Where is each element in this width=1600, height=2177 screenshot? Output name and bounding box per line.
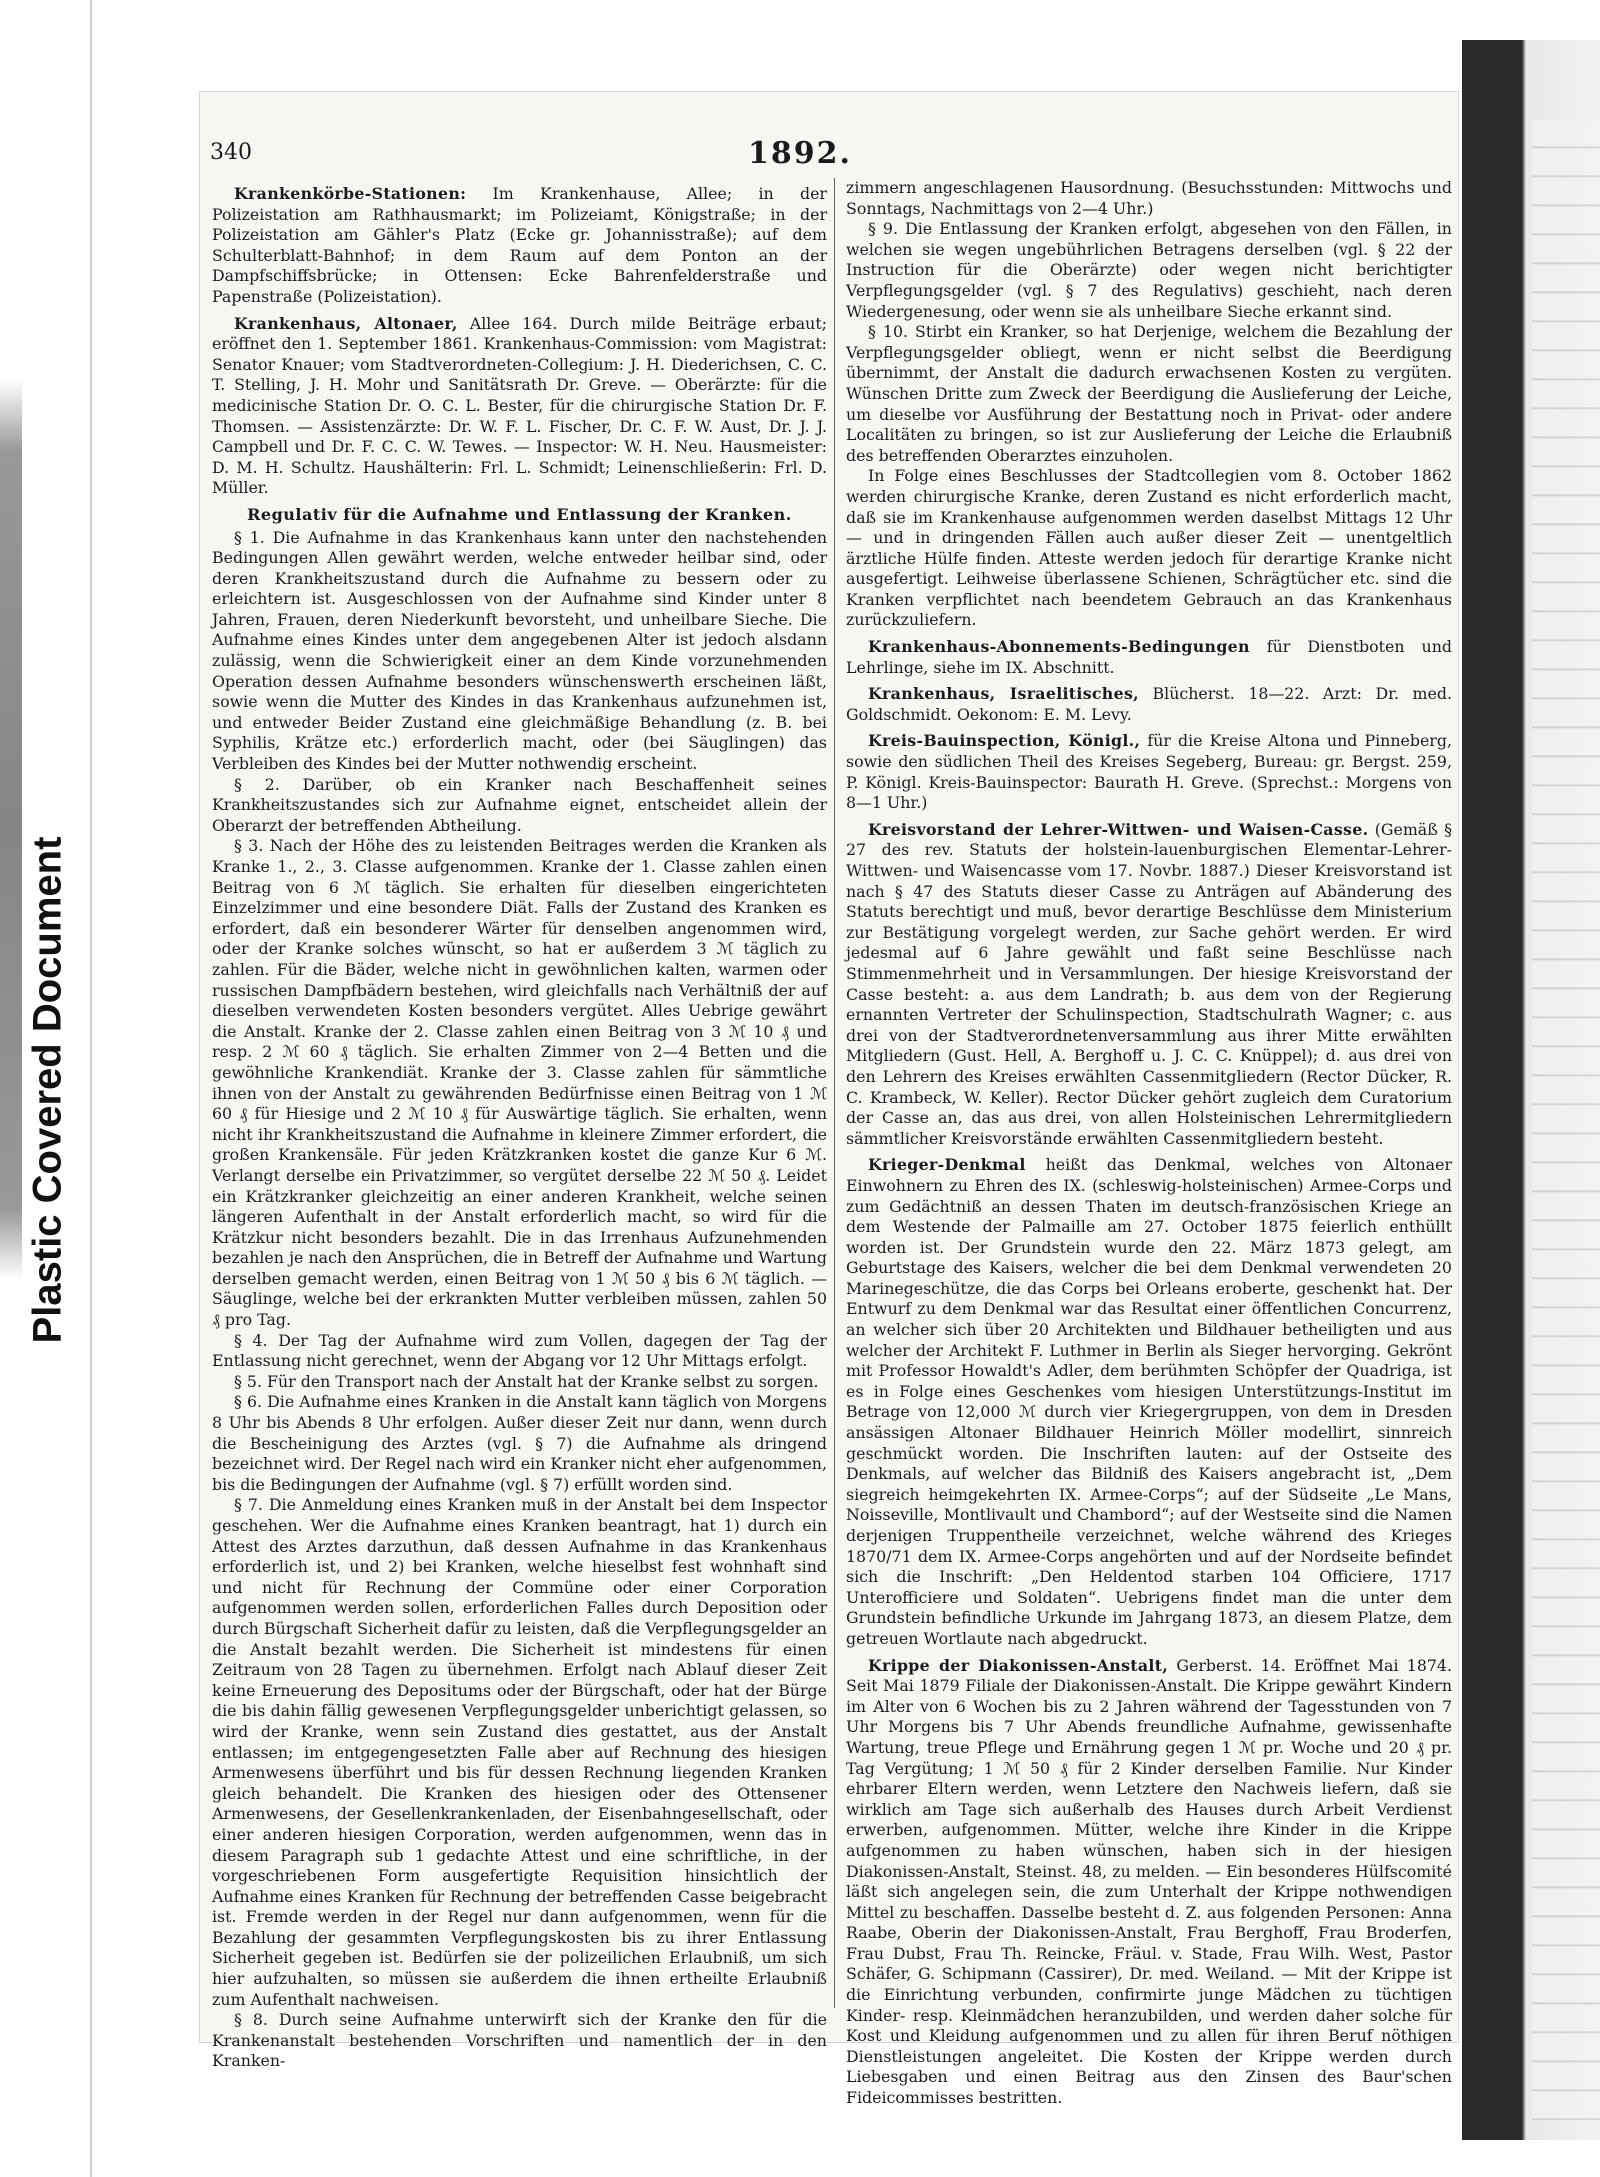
page-number: 340: [210, 140, 252, 165]
paragraph-5: § 5. Für den Transport nach der Anstalt hat der Kranke selbst zu sorgen.: [234, 1371, 819, 1391]
regulativ-title: Regulativ für die Aufnahme und Entlassung der Kranken.: [247, 504, 792, 524]
entry-heading: Krieger-Denkmal: [868, 1155, 1026, 1175]
entry-text: Im Krankenhause, Allee; in der Polizeistation am Rathhausmarkt; im Polizeiamt, Königstraße; in der Polizeistation am Gähler's Platz (Ecke gr. Johannisstraße); auf dem Schulterblatt-Bahnhof; in dem Raum auf dem Ponton an der Dampfschiffsbrücke; in Ottensen: Ecke Bahrenfelderstraße und Papenstraße (Polizeistation).: [212, 184, 827, 306]
entry-kreis-bauinspection: [846, 731, 1452, 813]
paragraph-stadtcollegien: In Folge eines Beschlusses der Stadtcollegien vom 8. October 1862 werden chirurgische Kranke, deren Zustand es nicht erforderlich macht, daß sie im Krankenhause aufgenommen werden daselbst Mittags 12 Uhr — und in dringenden Fällen auch außer dieser Zeit — unentgeltlich ärztliche Hülfe finden. Atteste werden jedoch für derartige Kranke nicht ausgefertigt. Leihweise überlassene Schienen, Schrägtücher etc. sind die Kranken verpflichtet nach beendetem Gebrauch an das Krankenhaus zurückzuliefern.: [846, 466, 1452, 630]
entry-kreisvorstand: [846, 820, 1452, 1150]
paragraph-8: § 8. Durch seine Aufnahme unterwirft sich der Kranke den für die Krankenanstalt bestehenden Vorschriften und namentlich der in den Kranken-: [212, 2010, 827, 2071]
entry-text: Gerberst. 14. Eröffnet Mai 1874. Seit Mai 1879 Filiale der Diakonissen-Anstalt. Die Krippe gewährt Kindern im Alter von 6 Wochen bis zu 2 Jahren während der Tagesstunden von 7 Uhr Morgens bis 7 Uhr Abends freundliche Aufnahme, gewissenhafte Wartung, treue Pflege und Ernährung gegen 1 ℳ pr. Woche und 20 ₰ pr. Tag Vergütung; 1 ℳ 50 ₰ für 2 Kinder derselben Familie. Nur Kinder ehrbarer Eltern werden, wenn Letztere den Nachweis liefern, daß sie wirklich am Tage sich außerhalb des Hauses durch Arbeit Verdienst erwerben, aufgenommen. Mütter, welche ihre Kinder in die Krippe aufgenommen zu haben wünschen, haben sich in der hiesigen Diakonissen-Anstalt, Steinst. 48, zu melden. — Ein besonderes Hülfscomité läßt sich angelegen sein, die zum Unterhalt der Krippe nothwendigen Mittel zu beschaffen. Dasselbe besteht d. Z. aus folgenden Personen: Anna Raabe, Oberin der Diakonissen-Anstalt, Frau Berghoff, Frau Broderfen, Frau Dubst, Frau Th. Reincke, Fräul. v. Stade, Frau Wilh. West, Pastor Schäfer, G. Schipmann (Cassirer), Dr. med. Weiland. — Mit der Krippe ist die Einrichtung verbunden, confirmirte junge Mädchen zu tüchtigen Kinder- resp. Kleinmädchen heranzubilden, und werden daher solche für Kost und Kleidung aufgenommen und zu allen für ihren Beruf nöthigen Dienstleistungen angeleitet. Die Kosten der Krippe werden durch Liebesgaben und einen Beitrag aus den Zinsen des Baur'schen Fideicommisses bestritten.: [846, 1655, 1452, 2108]
paragraph-10: § 10. Stirbt ein Kranker, so hat Derjenige, welchem die Bezahlung der Verpflegungsgelder obliegt, wenn er nicht selbst die Beerdigung übernimmt, der Anstalt die dadurch erwachsenen Kosten zu vergüten. Wünschen Dritte zum Zweck der Beerdigung die Auslieferung der Leiche, um dieselbe vor Ausführung der Bestattung noch in Privat- oder andere Localitäten zu bringen, so ist zur Auslieferung der Leiche die Erlaubniß des betreffenden Oberarztes einzuholen.: [846, 322, 1452, 465]
entry-text: heißt das Denkmal, welches von Altonaer Einwohnern zu Ehren des IX. (schleswig-holsteinischen) Armee-Corps und zum Gedächtniß an dessen Thaten im deutsch-französischen Kriege an dem Westende der Palmaille am 27. October 1875 feierlich enthüllt worden ist. Der Grundstein wurde den 22. März 1873 gelegt, am Geburtstage des Kaisers, welcher die bei dem Denkmal verwendeten 20 Marinegeschütze, die das Corps bei Orleans eroberte, geschenkt hat. Der Entwurf zu dem Denkmal war das Resultat einer öffentlichen Concurrenz, an welcher sich über 20 Architekten und Bildhauer betheiligten und aus welcher der Architekt F. Luthmer in Berlin als Sieger hervorging. Gekrönt mit Professor Howaldt's Adler, dem berühmten Schöpfer der Quadriga, ist es in Folge eines Geschenkes vom hiesigen Unterstützungs-Institut im Betrage von 12,000 ℳ durch vier Kriegergruppen, von dem in Dresden ansässigen Altonaer Bildhauer Heinrich Möller modellirt, sinnreich geschmückt worden. Die Inschriften lauten: auf der Ostseite des Denkmals, auf welcher das Bildniß des Kaisers angebracht ist, „Dem siegreich heimgekehrten IX. Armee-Corps“; auf der Südseite „Le Mans, Noisseville, Montlivault und Chambord“; auf der Westseite sind die Namen derjenigen Truppentheile verzeichnet, welche während des Krieges 1870/71 dem IX. Armee-Corps angehörten und auf der Nordseite befindet sich die Inschrift: „Den Heldentod starben 104 Officiere, 1717 Unterofficiere und Soldaten“. Uebrigens findet man die unter dem Grundstein befindliche Urkunde im Jahrgang 1873, an diesem Platze, dem getreuen Wortlaute nach abgedruckt.: [846, 1155, 1452, 1648]
entry-heading: Krippe der Diakonissen-Anstalt,: [868, 1655, 1169, 1675]
paragraph-7: § 7. Die Anmeldung eines Kranken muß in der Anstalt bei dem Inspector geschehen. Wer die Aufnahme eines Kranken beantragt, hat 1) durch ein Attest des Arztes darzuthun, daß dessen Aufnahme in das Krankenhaus erforderlich ist, und 2) bei Kranken, welche hieselbst fest wohnhaft sind und nicht für Rechnung der Commüne oder einer Corporation aufgenommen werden sollen, erforderlichen Falles durch Deposition oder durch Bürgschaft Sicherheit dafür zu leisten, daß die Verpflegungsgelder an die Anstalt bezahlt werden. Die Sicherheit ist mindestens für einen Zeitraum von 28 Tagen zu übernehmen. Erfolgt nach Ablauf dieser Zeit keine Erneuerung des Depositums oder der Bürgschaft, oder hat der Bürge die bis dahin fällig gewesenen Verpflegungsgelder unberichtigt gelassen, so wird der Kranke, wenn sein Zustand dies gestattet, aus der Anstalt entlassen; im entgegengesetzten Falle aber auf Rechnung des hiesigen Armenwesens überführt und bis für dessen Rechnung liegenden Kranken gleich behandelt. Die Kranken des hiesigen oder des Ottensener Armenwesens, der Gesellenkrankenladen, der Eisenbahngesellschaft, oder einer anderen hiesigen Corporation, werden aufgenommen, wenn das in diesem Paragraph sub 1 gedachte Attest und eine schriftliche, in der vorgeschriebenen Form ausgefertigte Requisition hinsichtlich der Aufnahme eines Kranken für Rechnung der betreffenden Casse beigebracht ist. Fremde werden in der Regel nur dann aufgenommen, wenn für die Bezahlung der gesammten Verpflegungskosten bis zu ihrer Entlassung Sicherheit gegeben ist. Bedürfen sie der polizeilichen Erlaubniß, um sich hier aufzuhalten, so müssen sie außerdem die ihnen ertheilte Erlaubniß zum Aufenthalt nachweisen.: [212, 1495, 827, 2009]
entry-heading: Kreis-Bauinspection, Königl.,: [868, 731, 1141, 751]
entry-krippe: [846, 1656, 1452, 2109]
paragraph-2: § 2. Darüber, ob ein Kranker nach Beschaffenheit seines Krankheitszustandes sich zur Aufnahme eignet, entscheidet allein der Oberarzt der betreffenden Abtheilung.: [212, 774, 827, 835]
adjacent-page-lines: [1532, 120, 1600, 2120]
entry-text: Allee 164. Durch milde Beiträge erbaut; eröffnet den 1. September 1861. Krankenhaus-Commission: vom Magistrat: Senator Knauer; vom Stadtverordneten-Collegium: J. H. Diederichsen, C. C. T. Stelling, J. H. Mohr und Sanitätsrath Dr. Greve. — Oberärzte: für die medicinische Station Dr. O. C. L. Bester, für die chirurgische Station Dr. F. Thomsen. — Assistenzärzte: Dr. W. F. L. Fischer, Dr. C. F. W. Aust, Dr. J. J. Campbell und Dr. F. C. C. W. Tewes. — Inspector: W. H. Neu. Hausmeister: D. M. H. Schultz. Haushälterin: Frl. L. Schmidt; Leinenschließerin: Frl. D. Müller.: [212, 313, 827, 498]
paragraph-8-continued: zimmern angeschlagenen Hausordnung. (Besuchsstunden: Mittwochs und Sonntags, Nachmittags von 2—4 Uhr.): [846, 178, 1452, 218]
paragraph-3: § 3. Nach der Höhe des zu leistenden Beitrages werden die Kranken als Kranke 1., 2., 3. Classe aufgenommen. Kranke der 1. Classe zahlen einen Beitrag von 6 ℳ täglich. Sie erhalten für dieselben eingerichteten Einzelzimmer und eine besondere Diät. Falls der Zustand des Kranken es erfordert, daß ein besonderer Wärter für denselben angenommen wird, oder der Kranke solches wünscht, so hat er außerdem 3 ℳ täglich zu zahlen. Für die Bäder, welche nicht in gewöhnlichen kalten, warmen oder russischen Dampfbädern bestehen, wird gleichfalls nach Verhältniß der auf dieselben verwendeten Kosten besonders vergütet. Alles Uebrige gewährt die Anstalt. Kranke der 2. Classe zahlen einen Beitrag von 3 ℳ 10 ₰ und resp. 2 ℳ 60 ₰ täglich. Sie erhalten Zimmer von 2—4 Betten und die gewöhnliche Krankendiät. Kranke der 3. Classe zahlen für sämmtliche ihnen von der Anstalt zu gewährenden Bedürfnisse einen Beitrag von 1 ℳ 60 ₰ für Hiesige und 2 ℳ 10 ₰ für Auswärtige täglich. Sie erhalten, wenn nicht ihr Krankheitszustand die Aufnahme in kleinere Zimmer erfordert, die großen Krankensäle. Für jeden Krätzkranken kostet die ganze Kur 6 ℳ. Verlangt derselbe ein Privatzimmer, so vergütet derselbe 22 ℳ 50 ₰. Leidet ein Krätzkranker gleichzeitig an einer anderen Krankheit, welche seinen längeren Aufenthalt in der Anstalt erforderlich macht, so wird für die Krätzkur nicht besonders bezahlt. Die in das Irrenhaus Aufzunehmenden bezahlen je nach den Ansprüchen, die in Betreff der Aufnahme und Wartung derselben gemacht werden, einen Beitrag von 1 ℳ 50 ₰ bis 6 ℳ täglich. — Säuglinge, welche bei der erkrankten Mutter verbleiben müssen, zahlen 50 ₰ pro Tag.: [212, 836, 827, 1330]
entry-heading: Krankenhaus, Israelitisches,: [868, 684, 1139, 704]
entry-heading: Krankenkörbe-Stationen:: [234, 184, 467, 203]
entry-krankenhaus-israelitisches: [846, 684, 1452, 725]
entry-text: (Gemäß § 27 des rev. Statuts der holstein-lauenburgischen Elementar-Lehrer-Wittwen- und Waisencasse vom 17. Novbr. 1887.) Dieser Kreisvorstand ist nach § 47 des Statuts dieser Casse zu Anträgen auf Abänderung des Statuts berechtigt und muß, bevor derartige Beschlüsse dem Ministerium zur Bestätigung vorgelegt werden, zur Sache gehört werden. Er wird jedesmal auf 6 Jahre gewählt und faßt seine Beschlüsse nach Stimmenmehrheit und in Versammlungen. Der hiesige Kreisvorstand der Casse besteht: a. aus dem Landrath; b. aus dem von der Regierung ernannten Vertreter der Schulinspection, Stadtschulrath Wagner; c. aus drei von der Stadtverordnetenversammlung aus ihrer Mitte erwählten Mitgliedern (Gust. Hell, A. Berghoff u. J. C. C. Knüppel); d. aus drei von den Lehrern des Kreises erwählten Cassenmitgliedern (Rector Dücker, R. C. Krambeck, W. Keller). Rector Dücker gehört zugleich dem Curatorium der Casse an, das aus drei, von allen Holsteinischen Lehrermitgliedern sämmtlicher Kreisvorstände erwählten Cassenmitgliedern besteht.: [846, 819, 1452, 1148]
paragraph-1: § 1. Die Aufnahme in das Krankenhaus kann unter den nachstehenden Bedingungen Allen gewährt werden, welche entweder heilbar sind, oder deren Krankheitszustand durch die Aufnahme zu bessern oder zu erleichtern ist. Ausgeschlossen von der Aufnahme sind Kinder unter 8 Jahren, Frauen, deren Niederkunft bevorsteht, und unheilbare Sieche. Die Aufnahme eines Kindes unter dem angegebenen Alter ist jedoch alsdann zulässig, wenn die Schwierigkeit einer an dem Kinde vorzunehmenden Operation dessen Aufnahme besonders wünschenswerth erscheinen läßt, sowie wenn die Mutter des Kindes in das Krankenhaus aufzunehmen ist, und entweder Beider Zustand eine gleichmäßige Behandlung (z. B. bei Syphilis, Krätze etc.) erforderlich macht, oder (bei Säuglingen) das Verbleiben des Kindes bei der Mutter nothwendig erscheint.: [212, 527, 827, 774]
right-column: [846, 178, 1453, 2108]
entry-krankenhaus-altonaer: [212, 314, 827, 499]
entry-text: Blücherst. 18—22. Arzt: Dr. med. Goldschmidt. Oekonom: E. M. Levy.: [846, 684, 1453, 724]
paragraph-4: § 4. Der Tag der Aufnahme wird zum Vollen, dagegen der Tag der Entlassung nicht gerechnet, wenn der Abgang vor 12 Uhr Mittags erfolgt.: [212, 1330, 827, 1371]
paragraph-9: § 9. Die Entlassung der Kranken erfolgt, abgesehen von den Fällen, in welchen sie wegen ungebührlichen Betragens derselben (vgl. § 22 der Instruction für die Oberärzte) oder wegen nicht berichtigter Verpflegungsgelder (vgl. § 7 des Regulativs) geschieht, nach deren Wiedergenesung, oder wenn sie als unheilbare Sieche erkannt sind.: [846, 219, 1452, 321]
entry-heading: Krankenhaus-Abonnements-Bedingungen: [868, 637, 1250, 657]
entry-heading: Kreisvorstand der Lehrer-Wittwen- und Waisen-Casse.: [868, 819, 1369, 839]
entry-abonnements: [846, 637, 1452, 678]
entry-text: für Dienstboten und Lehrlinge, siehe im IX. Abschnitt.: [846, 637, 1452, 677]
entry-heading: Krankenhaus, Altonaer,: [234, 313, 458, 333]
sidebar-label: Plastic Covered Document: [25, 836, 70, 1344]
scan-shadow: [0, 380, 22, 1280]
entry-text: für die Kreise Altona und Pinneberg, sowie den südlichen Theil des Kreises Segeberg, Bureau: gr. Bergst. 259, P. Königl. Kreis-Bauinspector: Baurath H. Greve. (Sprechst.: Morgens von 8—1 Uhr.): [846, 731, 1452, 813]
paragraph-6: § 6. Die Aufnahme eines Kranken in die Anstalt kann täglich von Morgens 8 Uhr bis Abends 8 Uhr erfolgen. Außer dieser Zeit nur dann, wenn durch die Bescheinigung des Arztes (vgl. § 7) die Aufnahme als dringend bezeichnet wird. Der Regel nach wird ein Kranker nicht eher aufgenommen, bis die Bedingungen der Aufnahme (vgl. § 7) erfüllt worden sind.: [212, 1392, 827, 1494]
entry-krankenkoerbe: [212, 184, 827, 308]
left-column: [212, 178, 827, 2071]
column-divider: [834, 178, 835, 2008]
page-year-header: 1892.: [748, 136, 852, 171]
entry-krieger-denkmal: [846, 1155, 1452, 1649]
